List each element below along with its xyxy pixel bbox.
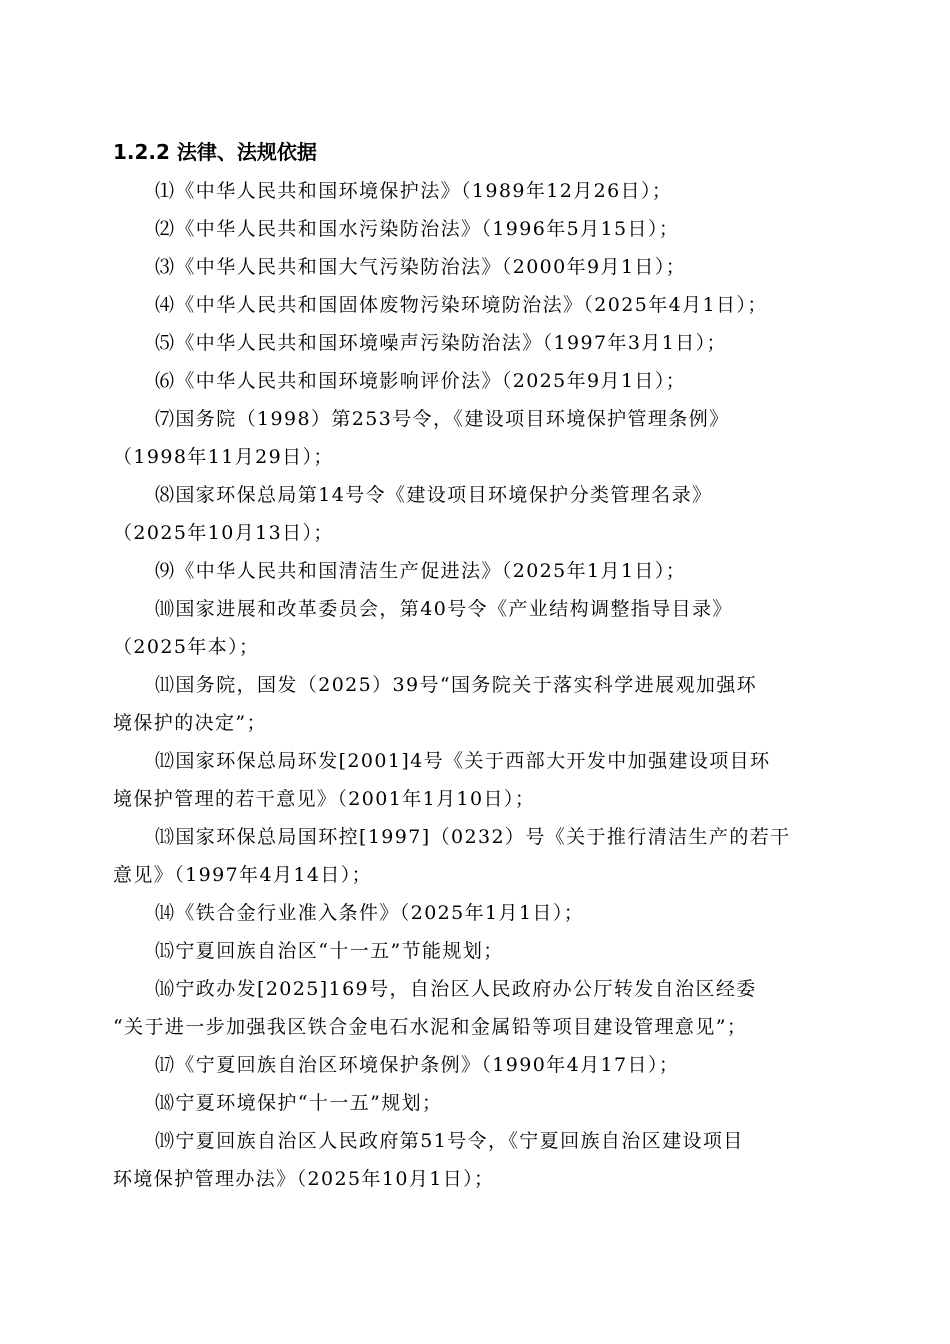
list-item-line: ⑸《中华人民共和国环境噪声污染防治法》（1997年3月1日）；	[155, 332, 727, 354]
list-item	[113, 552, 838, 590]
list-item-line: ⑺国务院（1998）第253号令，《建设项目环境保护管理条例》	[155, 408, 730, 430]
list-item-line: 意见》（1997年4月14日）；	[113, 864, 373, 886]
list-item-line: ⑻国家环保总局第14号令《建设项目环境保护分类管理名录》	[155, 484, 713, 506]
list-item	[113, 172, 838, 210]
list-item-line: “关于进一步加强我区铁合金电石水泥和金属铅等项目建设管理意见”；	[113, 1016, 748, 1038]
list-item	[113, 1122, 838, 1198]
list-item	[113, 590, 838, 666]
list-item-line: ⑼《中华人民共和国清洁生产促进法》（2025年1月1日）；	[155, 560, 687, 582]
list-item-line: ⒁《铁合金行业准入条件》（2025年1月1日）；	[155, 902, 585, 924]
list-item	[113, 666, 838, 742]
section-heading: 1.2.2 法律、法规依据	[113, 140, 317, 164]
list-item-line: 境保护的决定”；	[113, 712, 267, 734]
list-item	[113, 894, 838, 932]
list-item	[113, 400, 838, 476]
list-item-line: ⑵《中华人民共和国水污染防治法》（1996年5月15日）；	[155, 218, 680, 240]
list-item-line: ⒄《宁夏回族自治区环境保护条例》（1990年4月17日）；	[155, 1054, 680, 1076]
list-item-line: ⑽国家进展和改革委员会，第40号令《产业结构调整指导目录》	[155, 598, 733, 620]
list-item-line: （2025年10月13日）；	[113, 522, 334, 544]
list-item	[113, 248, 838, 286]
list-item-line: ⒆宁夏回族自治区人民政府第51号令，《宁夏回族自治区建设项目	[155, 1130, 744, 1152]
list-item-line: ⑶《中华人民共和国大气污染防治法》（2000年9月1日）；	[155, 256, 687, 278]
list-item-line: ⑷《中华人民共和国固体废物污染环境防治法》（2025年4月1日）；	[155, 294, 768, 316]
list-item-line: ⒀国家环保总局国环控[1997]（0232）号《关于推行清洁生产的若干	[155, 826, 791, 848]
list-item	[113, 932, 838, 970]
list-item-line: ⑾国务院，国发（2025）39号“国务院关于落实科学进展观加强环	[155, 674, 758, 696]
list-item-line: 环境保护管理办法》（2025年10月1日）；	[113, 1168, 495, 1190]
list-item-line: ⑿国家环保总局环发[2001]4号《关于西部大开发中加强建设项目环	[155, 750, 771, 772]
list-item-line: （1998年11月29日）；	[113, 446, 334, 468]
list-item-line: ⒂宁夏回族自治区“十一五”节能规划；	[155, 940, 504, 962]
list-item-line: ⒅宁夏环境保护“十一五”规划；	[155, 1092, 443, 1114]
list-item	[113, 476, 838, 552]
list-item	[113, 286, 838, 324]
list-item-line: ⒃宁政办发[2025]169号，自治区人民政府办公厅转发自治区经委	[155, 978, 757, 1000]
regulation-list	[113, 172, 838, 1198]
list-item	[113, 742, 838, 818]
list-item-line: ⑹《中华人民共和国环境影响评价法》（2025年9月1日）；	[155, 370, 687, 392]
list-item	[113, 210, 838, 248]
list-item-line: 境保护管理的若干意见》（2001年1月10日）；	[113, 788, 536, 810]
list-item-line: （2025年本）；	[113, 636, 260, 658]
list-item	[113, 970, 838, 1046]
list-item	[113, 1046, 838, 1084]
list-item-line: ⑴《中华人民共和国环境保护法》（1989年12月26日）；	[155, 180, 673, 202]
list-item	[113, 324, 838, 362]
list-item	[113, 362, 838, 400]
list-item	[113, 818, 838, 894]
list-item	[113, 1084, 838, 1122]
